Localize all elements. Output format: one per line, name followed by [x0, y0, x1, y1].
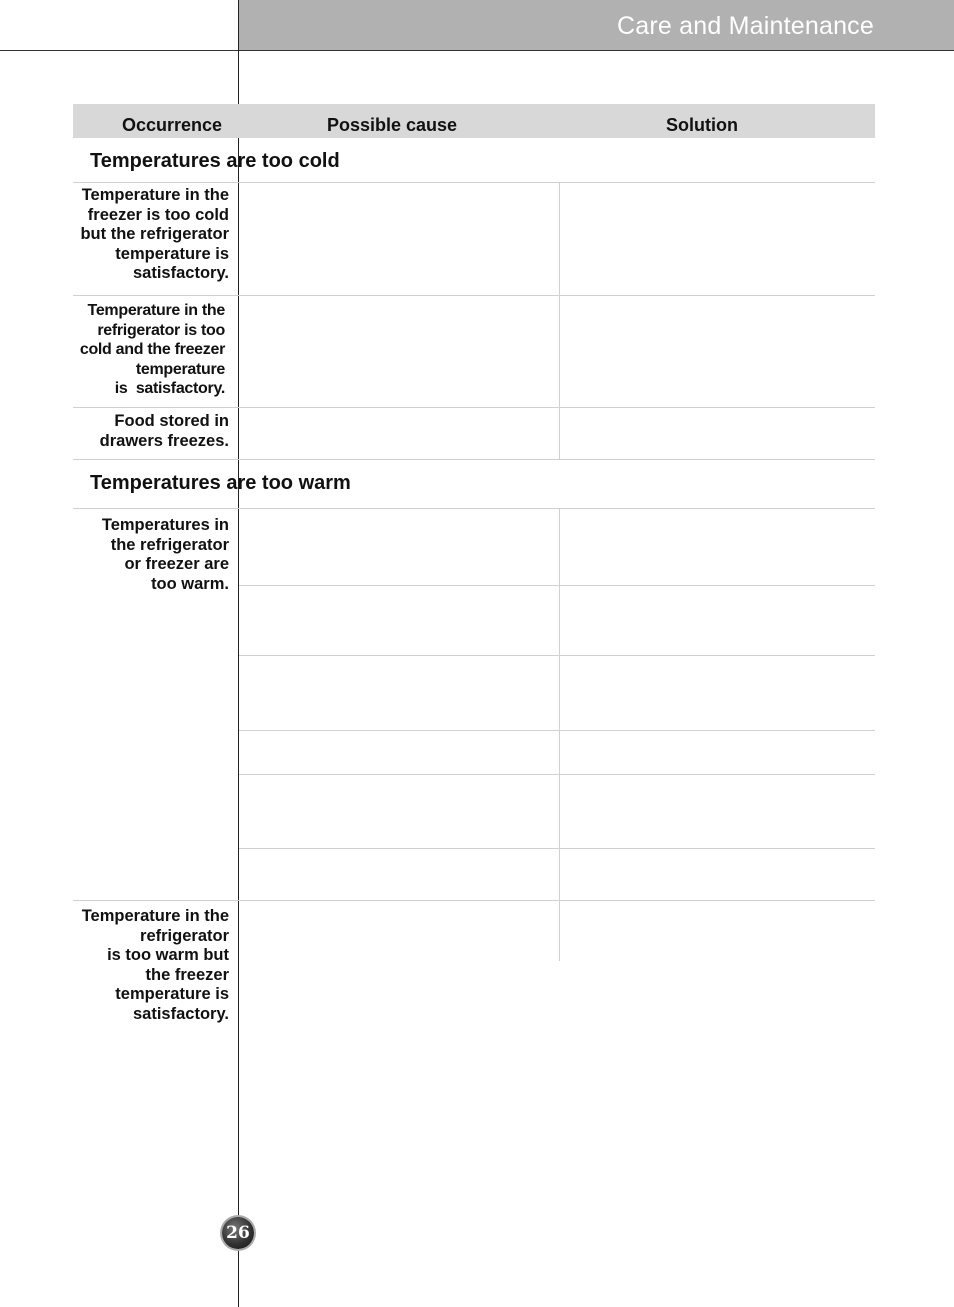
- column-divider: [559, 183, 560, 459]
- occurrence-line: too warm.: [151, 574, 229, 593]
- row-divider: [73, 295, 875, 296]
- occurrence-cell: [100, 412, 229, 451]
- occurrence-line: Temperatures in: [101, 516, 229, 534]
- occurrence-line: is satisfactory.: [114, 380, 225, 397]
- row-divider: [73, 407, 875, 408]
- occurrence-cell: [102, 516, 229, 594]
- occurrence-line: Temperature in the: [81, 907, 229, 925]
- occurrence-line: refrigerator is too: [97, 321, 225, 339]
- occurrence-line: cold and the freezer: [79, 341, 225, 358]
- header-rule: [0, 50, 954, 51]
- page-number-badge: 26: [222, 1217, 254, 1249]
- column-divider: [559, 509, 560, 961]
- occurrence-line: but the refrigerator: [80, 225, 229, 243]
- row-divider: [73, 182, 875, 183]
- occurrence-line: temperature: [135, 360, 225, 378]
- row-divider: [73, 459, 875, 460]
- occurrence-cell: [82, 907, 229, 1024]
- occurrence-line: Food stored in: [114, 412, 229, 430]
- column-header-possible-cause: Possible cause: [327, 115, 458, 135]
- occurrence-line: the refrigerator: [110, 535, 229, 554]
- occurrence-line: satisfactory.: [133, 1004, 229, 1023]
- occurrence-line: is too warm but: [107, 946, 229, 964]
- occurrence-line: or freezer are: [124, 555, 229, 573]
- sub-row-divider: [239, 655, 875, 656]
- occurrence-cell: [80, 186, 229, 284]
- occurrence-line: Temperature in the: [81, 186, 229, 204]
- section-heading-too-cold: Temperatures are too cold: [90, 150, 340, 172]
- table-column-header: [73, 104, 875, 138]
- occurrence-line: freezer is too cold: [87, 205, 229, 224]
- sub-row-divider: [239, 774, 875, 775]
- occurrence-line: satisfactory.: [133, 264, 229, 282]
- sub-row-divider: [239, 848, 875, 849]
- page-header-title: Care and Maintenance: [617, 12, 874, 40]
- occurrence-line: Temperature in the: [87, 302, 225, 319]
- margin-rule: [238, 0, 239, 1307]
- column-header-occurrence: Occurrence: [122, 115, 223, 135]
- occurrence-line: refrigerator: [140, 926, 229, 945]
- occurrence-line: temperature is: [115, 985, 229, 1003]
- column-header-solution: Solution: [666, 115, 738, 135]
- sub-row-divider: [239, 585, 875, 586]
- occurrence-line: the freezer: [145, 965, 229, 984]
- sub-row-divider: [239, 730, 875, 731]
- row-divider: [73, 900, 875, 901]
- row-divider: [73, 508, 875, 509]
- occurrence-cell: [80, 301, 225, 399]
- occurrence-line: drawers freezes.: [99, 431, 229, 450]
- section-heading-too-warm: Temperatures are too warm: [90, 472, 351, 494]
- occurrence-line: temperature is: [115, 244, 229, 263]
